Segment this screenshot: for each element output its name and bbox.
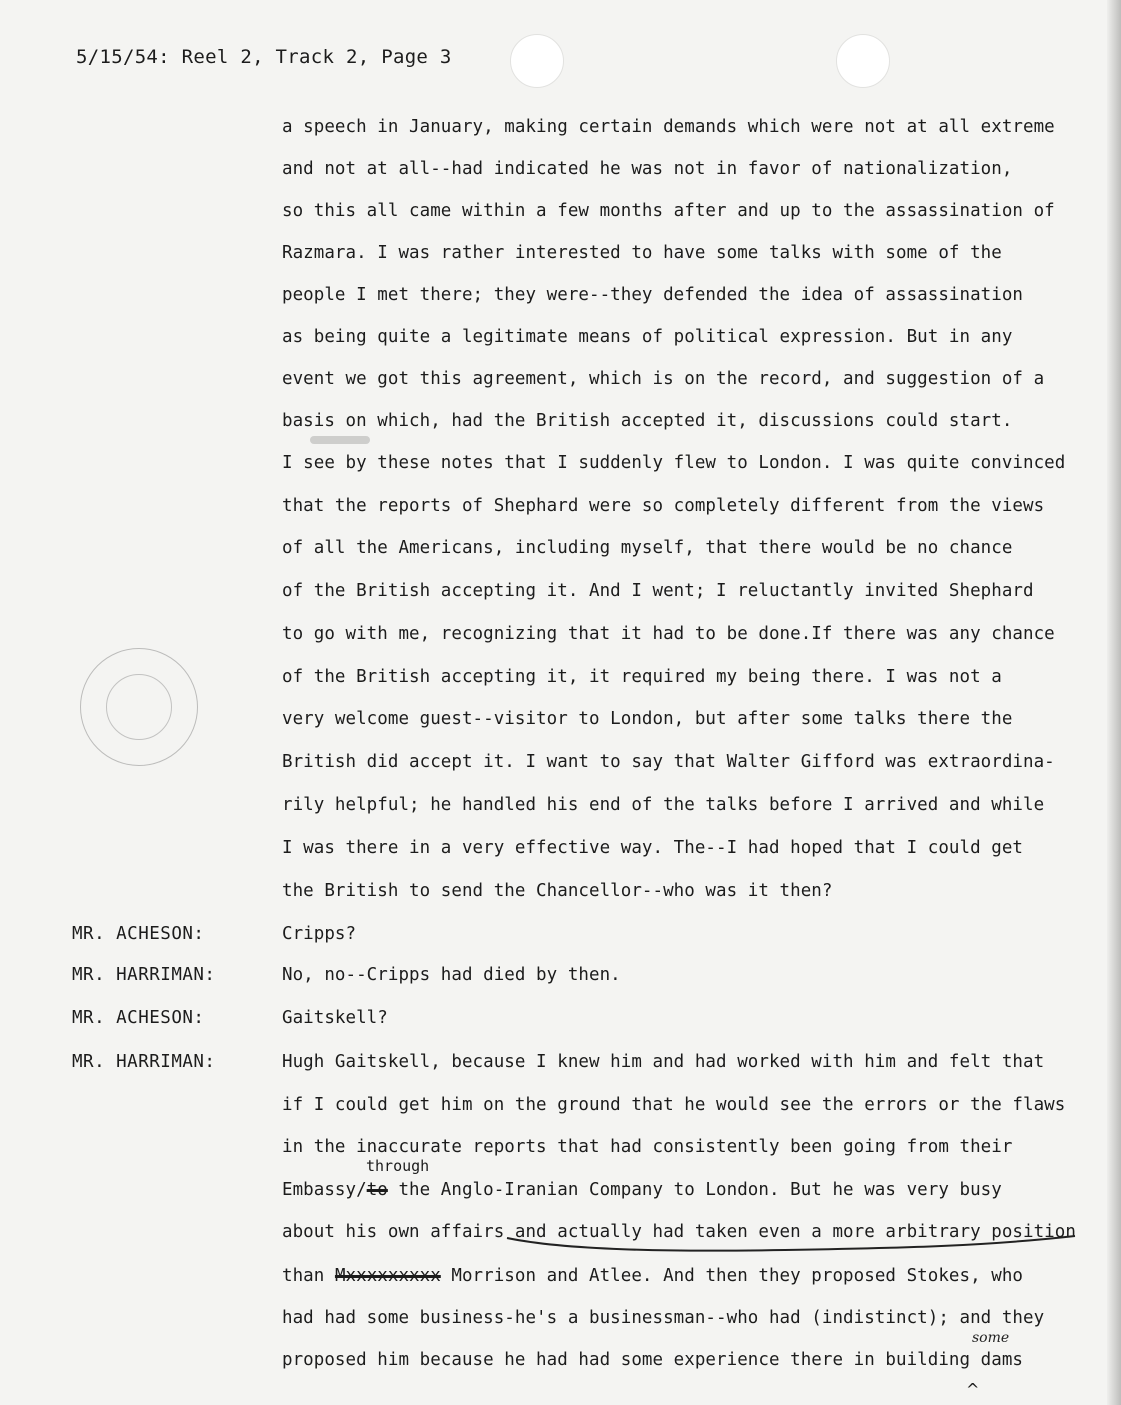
- punch-hole-right: [836, 34, 890, 88]
- body-line: a speech in January, making certain demands which were not at all extreme: [282, 117, 1055, 137]
- text-fragment: Embassy/: [282, 1180, 367, 1200]
- body-line: of the British accepting it. And I went; I reluctantly invited Shephard: [282, 581, 1034, 601]
- insertion-caret-icon: ^: [966, 1380, 980, 1399]
- body-line: so this all came within a few months after and up to the assassination of: [282, 201, 1055, 221]
- page-header: 5/15/54: Reel 2, Track 2, Page 3: [76, 46, 452, 68]
- body-line-embassy: [282, 1180, 1002, 1200]
- body-line: of the British accepting it, it required my being there. I was not a: [282, 667, 1002, 687]
- archive-stamp-center: [106, 674, 172, 740]
- body-line: that the reports of Shephard were so completely different from the views: [282, 496, 1045, 516]
- body-line: British did accept it. I want to say that Walter Gifford was extraordina-: [282, 752, 1055, 772]
- struck-text: Mxxxxxxxxx: [334, 1266, 441, 1286]
- dialogue-text: No, no--Cripps had died by then.: [282, 965, 621, 985]
- body-line: basis on which, had the British accepted it, discussions could start.: [282, 411, 1013, 431]
- body-line: proposed him because he had had some experience there in building dams: [282, 1350, 1024, 1370]
- handwritten-underline: [505, 1232, 1080, 1254]
- speaker-label: MR. HARRIMAN:: [72, 965, 216, 985]
- speaker-label: MR. ACHESON:: [72, 1008, 205, 1028]
- body-line-underlined: about his own affairs and actually had taken even a more arbitrary position: [282, 1222, 1076, 1242]
- body-line: as being quite a legitimate means of political expression. But in any: [282, 327, 1013, 347]
- body-line: Razmara. I was rather interested to have some talks with some of the: [282, 243, 1002, 263]
- body-line: people I met there; they were--they defended the idea of assassination: [282, 285, 1024, 305]
- text-fragment: than: [282, 1266, 335, 1286]
- dialogue-text: Gaitskell?: [282, 1008, 388, 1028]
- page-edge-shadow: [1107, 0, 1121, 1405]
- interlinear-insertion: through: [366, 1157, 430, 1175]
- body-line: and not at all--had indicated he was not in favor of nationalization,: [282, 159, 1013, 179]
- dialogue-text: Cripps?: [282, 924, 357, 944]
- body-line: in the inaccurate reports that had consistently been going from their: [282, 1137, 1013, 1157]
- dialogue-text: Hugh Gaitskell, because I knew him and had worked with him and felt that: [282, 1052, 1045, 1072]
- body-line: rily helpful; he handled his end of the talks before I arrived and while: [282, 795, 1045, 815]
- body-line: event we got this agreement, which is on the record, and suggestion of a: [282, 369, 1045, 389]
- body-line: had had some business-he's a businessman--who had (indistinct); and they: [282, 1308, 1045, 1328]
- punch-hole-left: [510, 34, 564, 88]
- body-line: the British to send the Chancellor--who was it then?: [282, 881, 833, 901]
- text-fragment: the Anglo-Iranian Company to London. But he was very busy: [387, 1180, 1002, 1200]
- speaker-label: MR. HARRIMAN:: [72, 1052, 216, 1072]
- body-line: I was there in a very effective way. The--I had hoped that I could get: [282, 838, 1024, 858]
- body-line: very welcome guest--visitor to London, but after some talks there the: [282, 709, 1013, 729]
- speaker-label: MR. ACHESON:: [72, 924, 205, 944]
- archive-stamp: [80, 648, 198, 766]
- ink-smudge: [310, 436, 370, 444]
- struck-text: to: [366, 1180, 388, 1200]
- body-line: if I could get him on the ground that he would see the errors or the flaws: [282, 1095, 1066, 1115]
- body-line: to go with me, recognizing that it had to be done.If there was any chance: [282, 624, 1055, 644]
- text-fragment: Morrison and Atlee. And then they proposed Stokes, who: [440, 1266, 1024, 1286]
- body-line-than: [282, 1266, 1023, 1286]
- handwritten-insertion: some: [972, 1330, 1010, 1346]
- body-line: of all the Americans, including myself, that there would be no chance: [282, 538, 1013, 558]
- body-line: I see by these notes that I suddenly flew to London. I was quite convinced: [282, 453, 1066, 473]
